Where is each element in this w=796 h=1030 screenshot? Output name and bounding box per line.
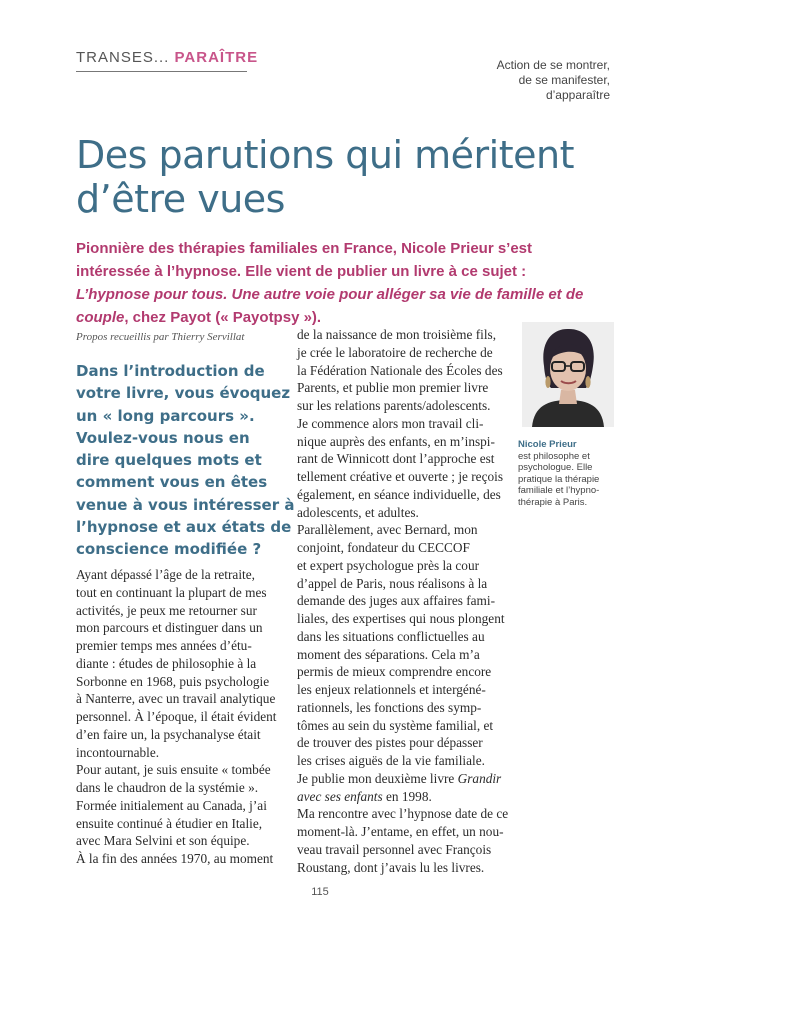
author-credit: Propos recueillis par Thierry Servillat <box>76 331 245 343</box>
text-line: demande des juges aux affaires fami- <box>297 593 496 609</box>
text-line: les crises aiguës de la vie familiale. <box>297 753 485 768</box>
paragraph <box>76 850 286 868</box>
text-line <box>297 788 502 806</box>
text-line: les enjeux relationnels et intergéné- <box>297 682 486 697</box>
text-line: diante : études de philosophie à la <box>76 655 257 671</box>
caption-line: pratique la thérapie <box>518 473 600 485</box>
text-line: À la fin des années 1970, au moment <box>76 851 274 866</box>
text-line: de trouver des pistes pour dépasser <box>297 735 483 751</box>
text-line: de la naissance de mon troisième fils, <box>297 327 497 342</box>
text-run: en 1998. <box>382 788 432 804</box>
question-line: dire quelques mots et <box>76 451 262 470</box>
text-line: Je commence alors mon travail cli- <box>297 415 484 431</box>
question-line: comment vous en êtes <box>76 473 268 492</box>
text-line: dans le chaudron de la systémie ». <box>76 780 259 795</box>
paragraph <box>297 521 505 770</box>
question-line: un « long parcours ». <box>76 406 255 425</box>
caption-name: Nicole Prieur <box>518 439 577 450</box>
interview-question <box>76 360 295 561</box>
text-line: rant de Winnicott dont l’approche est <box>297 451 495 467</box>
question-line: l’hypnose et aux états de <box>76 518 292 537</box>
lead-text-end: , chez Payot (« Payotpsy »). <box>124 309 322 326</box>
paragraph <box>76 761 286 850</box>
author-portrait <box>522 322 614 427</box>
rubric-left: TRANSES... <box>76 49 170 66</box>
text-line: moment-là. J’entame, en effet, un nou- <box>297 824 504 839</box>
text-line: incontournable. <box>76 744 160 760</box>
book-title-inline: Grandir <box>457 770 502 786</box>
page-number: 115 <box>311 886 329 898</box>
portrait-illustration <box>522 322 614 427</box>
text-line: la Fédération Nationale des Écoles des <box>297 362 503 378</box>
rubric-right: PARAÎTRE <box>174 49 259 66</box>
lead-text: Pionnière des thérapies familiales en France, Nicole Prieur s’est intéressée à l’hypnose. Elle vient de publier un livre à ce sujet : <box>76 240 533 280</box>
definition-line: de se manifester, <box>518 73 610 87</box>
question-line: Dans l’introduction de <box>76 362 265 380</box>
text-line: activités, je peux me retourner sur <box>76 602 257 618</box>
article-title <box>76 133 676 221</box>
book-title-inline: avec ses enfants <box>297 788 383 804</box>
text-line: premier temps mes années d’étu- <box>76 638 252 653</box>
text-line: également, en séance individuelle, des <box>297 486 501 502</box>
rubric-underline <box>76 71 247 72</box>
text-line: mon parcours et distinguer dans un <box>76 620 263 636</box>
question-line: conscience modifiée ? <box>76 540 262 559</box>
section-definition <box>420 58 610 103</box>
portrait-caption <box>518 439 598 508</box>
text-line: rationnels, les fonctions des symp- <box>297 699 482 715</box>
text-line: tellement créative et ouverte ; je reçois <box>297 469 503 484</box>
paragraph <box>297 326 502 521</box>
text-line: ensuite continué à étudier en Italie, <box>76 815 263 831</box>
question-line: Voulez-vous nous en <box>76 428 250 447</box>
text-line: d’en faire un, la psychanalyse était <box>76 726 261 742</box>
caption-line: familiale et l’hypno- <box>518 485 600 496</box>
text-line: sur les relations parents/adolescents. <box>297 398 491 413</box>
text-run: Je publie mon deuxième livre <box>297 770 458 786</box>
text-line: liales, des expertises qui nous plongent <box>297 611 505 626</box>
text-line: à Nanterre, avec un travail analytique <box>76 691 276 707</box>
text-line: veau travail personnel avec François <box>297 841 492 857</box>
title-line: Des parutions qui méritent <box>76 133 574 177</box>
caption-line: psychologue. Elle <box>518 462 593 473</box>
caption-line: thérapie à Paris. <box>518 496 588 508</box>
text-line: Pour autant, je suis ensuite « tombée <box>76 762 271 778</box>
question-line: venue à vous intéresser à <box>76 495 295 514</box>
paragraph <box>76 566 286 761</box>
text-line: Parents, et publie mon premier livre <box>297 380 489 396</box>
paragraph <box>297 805 509 876</box>
text-line: conjoint, fondateur du CECCOF <box>297 540 470 555</box>
text-line: Formée initialement au Canada, j’ai <box>76 797 267 813</box>
text-line: avec Mara Selvini et son équipe. <box>76 833 250 849</box>
text-line: permis de mieux comprendre encore <box>297 664 492 680</box>
text-line: Parallèlement, avec Bernard, mon <box>297 522 478 538</box>
text-line: personnel. À l’époque, il était évident <box>76 709 277 724</box>
text-line: je crée le laboratoire de recherche de <box>297 344 493 360</box>
lead-book-title: L’hypnose pour tous. Une autre voie pour alléger sa vie de famille et de couple <box>76 286 584 326</box>
text-line: moment des séparations. Cela m’a <box>297 646 480 662</box>
article-lead <box>76 237 596 329</box>
title-line: d’être vues <box>76 177 285 221</box>
caption-line: est philosophe et <box>518 450 590 462</box>
text-line: Ayant dépassé l’âge de la retraite, <box>76 567 255 582</box>
body-column-2 <box>297 326 509 876</box>
text-line: adolescents, et adultes. <box>297 504 419 520</box>
definition-line: d’apparaître <box>545 88 610 102</box>
definition-line: Action de se montrer, <box>496 58 610 72</box>
text-line: Ma rencontre avec l’hypnose date de ce <box>297 806 509 822</box>
paragraph <box>297 770 502 806</box>
text-line: nique auprès des enfants, en m’inspi- <box>297 433 495 449</box>
question-line: votre livre, vous évoquez <box>76 384 291 403</box>
text-line: et expert psychologue près la cour <box>297 557 480 573</box>
text-line: Sorbonne en 1968, puis psychologie <box>76 673 270 689</box>
section-rubric <box>76 49 258 66</box>
text-line: dans les situations conflictuelles au <box>297 628 485 644</box>
text-line <box>297 770 502 788</box>
body-column-1 <box>76 566 286 868</box>
text-line: tômes au sein du système familial, et <box>297 717 494 733</box>
text-line: Roustang, dont j’avais lu les livres. <box>297 859 485 875</box>
text-line: tout en continuant la plupart de mes <box>76 584 267 600</box>
text-line: d’appel de Paris, nous réalisons à la <box>297 575 488 591</box>
